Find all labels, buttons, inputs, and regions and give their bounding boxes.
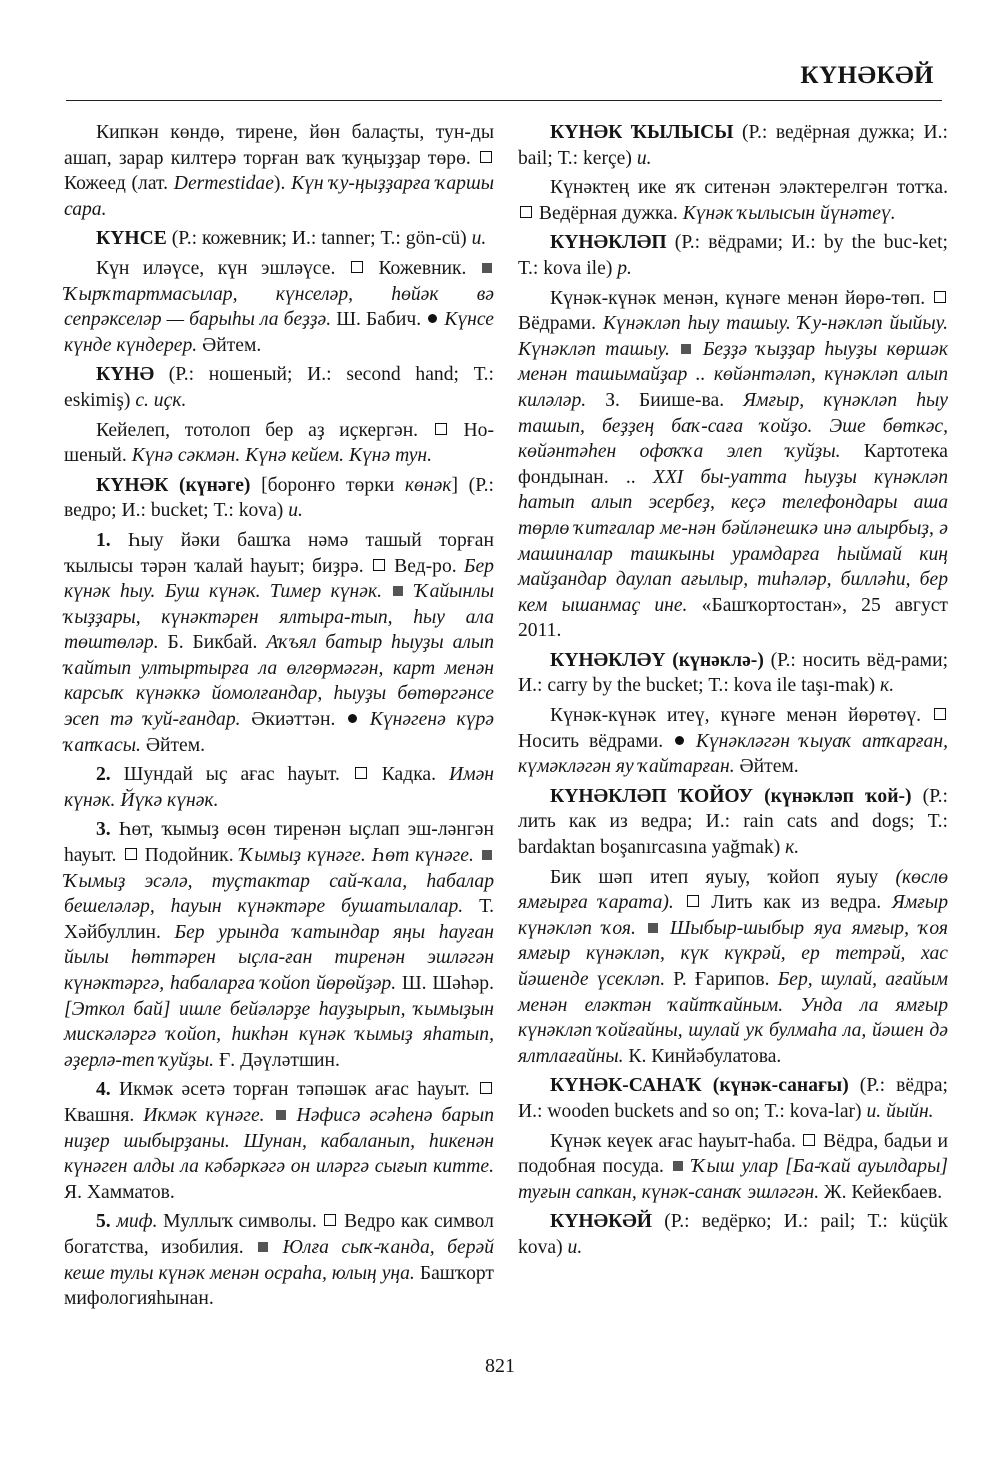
entry-kunse: КҮНСЕ (Р.: кожевник; И.: tanner; Т.: gön-cü) и.	[96, 228, 487, 250]
headword: КҮНӘ	[96, 364, 155, 386]
bullet-icon	[348, 714, 357, 723]
hollow-square-icon	[480, 151, 492, 163]
definition: Күн иләүсе, күн эшләүсе. Кожевник. Ҡырҡтартмасылар, күнселәр, һөйәк вә сепрәкселәр — барыһы ла беҙҙә. Ш. Бабич. Күнсе күнде күндерер. Әйтем.	[64, 257, 494, 356]
hollow-square-icon	[435, 423, 447, 435]
headword: КҮНӘК (күнәге)	[96, 474, 251, 496]
headword: КҮНӘК ҠЫЛЫСЫ	[550, 122, 734, 143]
hollow-square-icon	[803, 1134, 815, 1146]
page-number: 821	[485, 1355, 515, 1377]
hollow-square-icon	[687, 895, 699, 907]
filled-square-icon	[648, 923, 658, 933]
definition: Кейелеп, тотолоп бер аҙ иҫкергән. Но-шеный. Күнә сәкмән. Күнә кейем. Күнә тун.	[64, 419, 494, 467]
filled-square-icon	[681, 344, 691, 354]
definition: Күнәк-күнәк менән, күнәге менән йөрө-төп. Вёдрами. Күнәкләп һыу ташыу. Ҡу-нәкләп йыйыу. Күнәкләп ташыу. Беҙҙә ҡыҙҙар һыуҙы көршәк менән ташымайҙар .. көйәнтәләп, күнәкләп алып киләләр. З. Биише-ва. Ямғыр, күнәкләп һыу ташып, беҙҙең баҡ-саға ҡойҙо. Эше бөткәс, көйәнтәһен офоҡҡа элеп ҡуйҙы. Картотека фондынан. .. XXI бы-уатта һыуҙы күнәкләп һатып алып эсербеҙ, кеҫә телефондары аша төрлө ҡитғалар ме-нән бәйләнешкә инә алырбыҙ, ә машиналар ташкыны урамдарға һыймай киң майҙандар даулап ағылыр, тиһәләр, билләһи, бер кем ышанмаҫ ине. «Башҡортостан», 25 август 2011.	[518, 287, 949, 642]
filled-square-icon	[673, 1161, 683, 1171]
sense-1: 1. Һыу йәки башҡа нәмә ташый торған ҡылысы тәрән ҡалай һауыт; биҙрә. Вед-ро. Бер күнәк һыу. Буш күнәк. Тимер күнәк. Ҡайынлы ҡыҙҙары, күнәктәрен ялтыра-тып, һыу ала төштөләр. Б. Бикбай. Аҡъял батыр һыуҙы алып ҡайтып ултыртырға ла өлгөрмәгән, карт менән карсыҡ күнәккә йомолғандар, һыуҙы бөтөргәнсе эсеп тә ҡуй-ғандар. Әкиәттән. Күнәгенә күрә ҡапҡасы. Әйтем.	[64, 529, 494, 756]
definition: Күнәк кеүек ағас һауыт-һаба. Вёдра, бадьи и подобная посуда. Ҡыш улар [Ба-ҡай ауылдары] туғын сапкан, күнәк-санаҡ эшләгән. Ж. Кейекбаев.	[518, 1130, 948, 1203]
headword: КҮНӘКЛӘП	[550, 232, 667, 254]
sense-4: 4. Икмәк әсетә торған тәпәшәк ағас һауыт. Квашня. Икмәк күнәге. Нәфисә әсәһенә барып ниҙер шыбырҙаны. Шунан, кабаланып, һикенән күнәген алды ла кәбәркәгә он иләргә сығып китте. Я. Хамматов.	[64, 1079, 494, 1203]
running-header	[66, 60, 942, 101]
filled-square-icon	[482, 850, 492, 860]
headword: КҮНӘКӘЙ	[550, 1211, 652, 1233]
filled-square-icon	[393, 586, 403, 596]
hollow-square-icon	[373, 559, 385, 571]
hollow-square-icon	[480, 1082, 492, 1094]
definition: Күнәктең ике яҡ ситенән эләктерелгән тотҡа. Ведёрная дужка. Күнәк ҡылысын йүнәтеү.	[518, 175, 948, 226]
right-column	[518, 120, 948, 1265]
running-headword: КҮНӘКӘЙ	[800, 62, 934, 89]
entry-kunekleu: КҮНӘКЛӘҮ (күнәклә-) (Р.: носить вёд-рами; И.: carry by the bucket; Т.: kova ile taşı-mak) к.	[518, 649, 949, 697]
hollow-square-icon	[355, 767, 367, 779]
hollow-square-icon	[324, 1214, 336, 1226]
hollow-square-icon	[934, 708, 946, 720]
filled-square-icon	[482, 263, 492, 273]
headword: КҮНСЕ	[96, 228, 167, 250]
bullet-icon	[428, 314, 437, 323]
entry-kunek: КҮНӘК (күнәге) [боронғо төрки көнәк] (Р.: ведро; И.: bucket; Т.: kova) и.	[64, 474, 494, 522]
sense-5: 5. миф. Муллыҡ символы. Ведро как символ богатства, изобилия. Юлға сыҡ-ҡанда, берәй кеше тулы күнәк менән осраһа, юлың уңа. Башҡорт мифологияһынан.	[64, 1211, 494, 1310]
left-column	[64, 120, 494, 1316]
entry-kunekey: КҮНӘКӘЙ (Р.: ведёрко; И.: pail; Т.: küçük kova) и.	[518, 1211, 948, 1258]
headword: КҮНӘК-САНАҠ (күнәк-санағы)	[550, 1075, 849, 1097]
filled-square-icon	[276, 1110, 286, 1120]
entry-kuneklep-qoyou: КҮНӘКЛӘП ҠОЙОУ (күнәкләп ҡой-) (Р.: лить как из ведра; И.: rain cats and dogs; Т.: bardaktan boşanırcasına yağmak) к.	[518, 785, 948, 859]
definition: Бик шәп итеп яуыу, ҡойоп яуыу (көслө ямғырға ҡарата). Лить как из ведра. Ямғыр күнәкләп ҡоя. Шыбыр-шыбыр яуа ямғыр, ҡоя ямғыр күнәкләп, күк күкрәй, ер тетрәй, хас йәшенде үсекләп. Р. Ғарипов. Бер, шулай, ағайым менән еләктән ҡайтҡайным. Унда ла ямғыр күнәкләп ҡойғайны, шулай ук булмаһа ла, йәшен дә ялтлағайны. К. Кинйәбулатова.	[518, 866, 949, 1067]
hollow-square-icon	[934, 291, 946, 303]
entry-kunek-sanaq: КҮНӘК-САНАҠ (күнәк-санағы) (Р.: вёдра; И.: wooden buckets and so on; Т.: kova-lar) и. йыйн.	[518, 1075, 948, 1122]
entry-kunek-qylysy: КҮНӘК ҠЫЛЫСЫ (Р.: ведёрная дужка; И.: bail; Т.: kerçe) и.	[518, 122, 948, 169]
definition: Күнәк-күнәк итеү, күнәге менән йөрөтөү. Носить вёдрами. Күнәкләгән ҡыуаҡ атҡарған, күмәкләгән яу ҡайтарған. Әйтем.	[518, 705, 948, 778]
sense-3: 3. Һөт, ҡымыҙ өсөн тиренән ыҫлап эш-ләнгән һауыт. Подойник. Ҡымыҙ күнәге. Һөт күнәге. Ҡымыҙ эсәлә, туҫтактар сай-ҡала, һабалар бешеләләр, һауын күнәктәре бушатылалар. Т. Хәйбуллин. Бер урында ҡатындар яңы һауған йылы һөттәрен ыҫла-ған тиренән эшләгән күнәктәргә, һабаларға ҡойоп йөрөйҙәр. Ш. Шәһәр. [Эткол бай] ишле бейәләрҙе һауҙырып, ҡымыҙын мискәләргә ҡойоп, һикһән күнәк ҡымыҙ яһатып, әҙерлә-теп ҡуйҙы. Ғ. Дәүләтшин.	[64, 819, 495, 1071]
entry-kune: КҮНӘ (Р.: ношеный; И.: second hand; Т.: eskimiş) с. иҫк.	[64, 364, 494, 411]
hollow-square-icon	[520, 206, 532, 218]
filled-square-icon	[258, 1242, 268, 1252]
entry-kuneklep: КҮНӘКЛӘП (Р.: вёдрами; И.: by the buc-ket; Т.: kova ile) р.	[518, 232, 948, 279]
bullet-icon	[675, 736, 684, 745]
hollow-square-icon	[125, 848, 137, 860]
sense-2: 2. Шундай ыҫ ағас һауыт. Кадка. Имән күнәк. Йүкә күнәк.	[64, 764, 495, 811]
hollow-square-icon	[351, 261, 363, 273]
headword: КҮНӘКЛӘП ҠОЙОУ (күнәкләп ҡой-)	[550, 785, 912, 807]
entry-continuation: Кипкән көндө, тирене, йөн балаҫты, тун-ды ашап, зарар килтерә торған ваҡ ҡуңыҙҙар төрө. Кожеед (лат. Dermestidae). Күн ҡу-ңыҙҙарға ҡаршы сара.	[64, 122, 495, 220]
headword: КҮНӘКЛӘҮ (күнәклә-)	[550, 649, 764, 671]
